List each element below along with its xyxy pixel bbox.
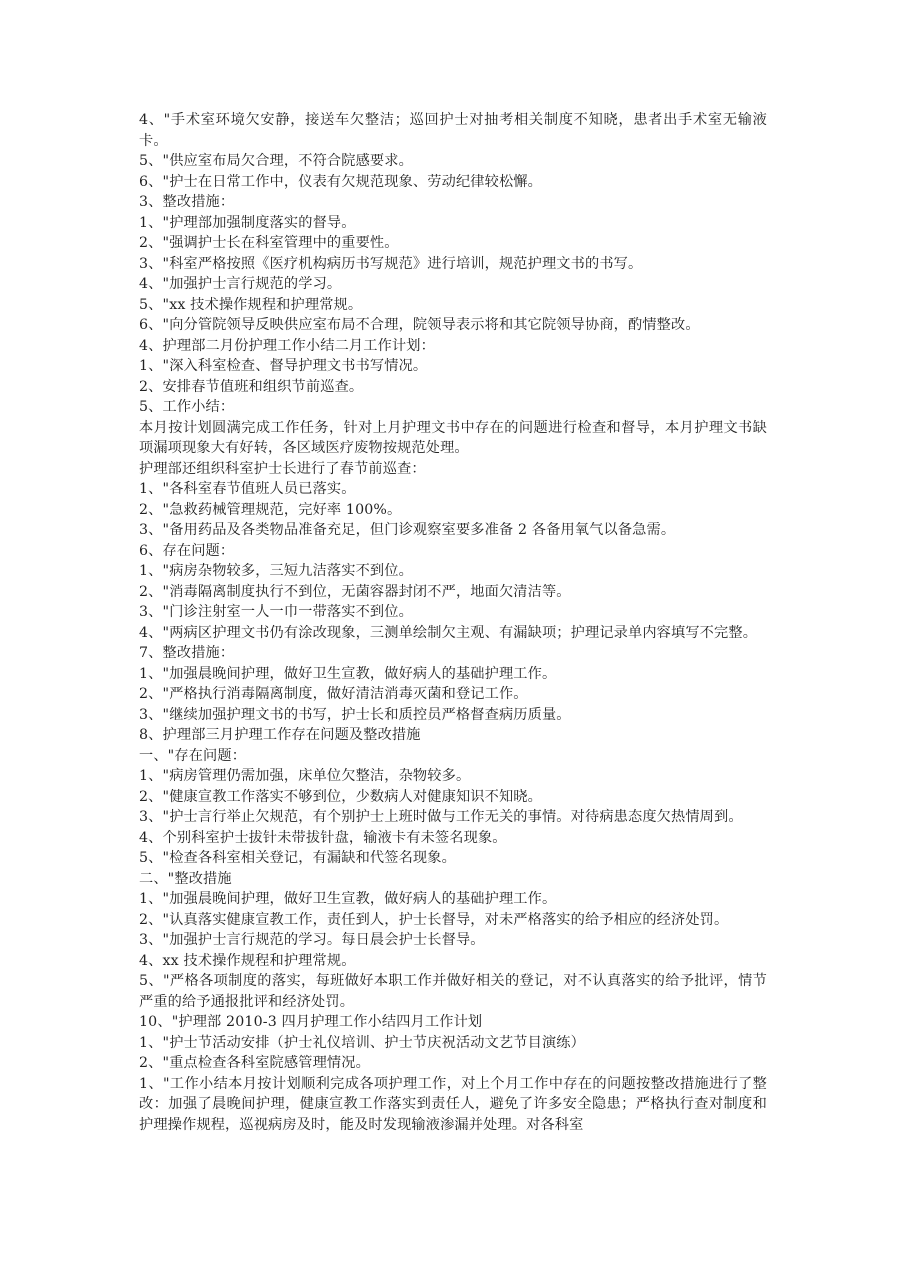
document-line: 6、存在问题： (139, 542, 235, 559)
document-line: 2、"认真落实健康宣教工作，责任到人，护士长督导，对未严格落实的给予相应的经济处罚。 (139, 911, 729, 928)
document-line: 2、"急救药械管理规范，完好率 100%。 (139, 501, 402, 518)
document-page (139, 110, 767, 1135)
document-line: 5、工作小结： (139, 399, 235, 415)
document-line: 本月按计划圆满完成工作任务，针对上月护理文书中存在的问题进行检查和督导，本月护理文书缺项漏项现象大有好转，各区域医疗废物按规范处理。 (139, 419, 767, 456)
document-line: 1、"加强晨晚间护理，做好卫生宣教，做好病人的基础护理工作。 (139, 891, 557, 907)
document-line: 2、"消毒隔离制度执行不到位，无菌容器封闭不严，地面欠清洁等。 (139, 583, 571, 600)
document-line: 3、"继续加强护理文书的书写，护士长和质控员严格督查病历质量。 (139, 706, 571, 723)
document-line: 1、"病房杂物较多，三短九洁落实不到位。 (139, 563, 413, 579)
document-line: 一、"存在问题： (139, 747, 247, 764)
document-line: 5、"xx 技术操作规程和护理常规。 (139, 296, 363, 313)
document-line: 1、"加强晨晚间护理，做好卫生宣教，做好病人的基础护理工作。 (139, 665, 557, 682)
document-line: 1、"病房管理仍需加强，床单位欠整洁，杂物较多。 (139, 768, 471, 784)
document-line: 4、护理部二月份护理工作小结二月工作计划： (139, 337, 435, 354)
document-line: 护理部还组织科室护士长进行了春节前巡查： (139, 460, 426, 477)
document-line: 5、"检查各科室相关登记，有漏缺和代签名现象。 (139, 850, 456, 866)
document-line: 2、"严格执行消毒隔离制度，做好清洁消毒灭菌和登记工作。 (139, 686, 528, 702)
document-line: 4、"加强护士言行规范的学习。 (139, 276, 342, 292)
document-line: 10、"护理部 2010-3 四月护理工作小结四月工作计划 (139, 1014, 483, 1030)
document-line: 2、安排春节值班和组织节前巡查。 (139, 378, 364, 395)
document-line: 3、"科室严格按照《医疗机构病历书写规范》进行培训，规范护理文书的书写。 (139, 255, 643, 272)
document-line: 1、"工作小结本月按计划顺利完成各项护理工作，对上个月工作中存在的问题按整改措施进行了整改：加强了晨晚间护理，健康宣教工作落实到责任人，避免了许多安全隐患；严格执行查对制度和护理操作规程，巡视病房及时，能及时发现输液渗漏并处理。对各科室 (139, 1075, 767, 1133)
document-line: 1、"护士节活动安排（护士礼仪培训、护士节庆祝活动文艺节目演练） (139, 1034, 585, 1051)
document-line: 4、xx 技术操作规程和护理常规。 (139, 952, 356, 969)
document-line: 8、护理部三月护理工作存在问题及整改措施 (139, 727, 421, 743)
document-line: 4、"手术室环境欠安静，接送车欠整洁；巡回护士对抽考相关制度不知晓，患者出手术室无输液卡。 (139, 112, 767, 149)
document-line: 7、整改措施： (139, 645, 235, 661)
document-line: 3、整改措施： (139, 194, 235, 210)
document-line: 6、"向分管院领导反映供应室布局不合理，院领导表示将和其它院领导协商，酌情整改。 (139, 317, 700, 333)
document-line: 6、"护士在日常工作中，仪表有欠规范现象、劳动纪律较松懈。 (139, 173, 542, 190)
document-line: 4、"两病区护理文书仍有涂改现象，三测单绘制欠主观、有漏缺项；护理记录单内容填写不完整。 (139, 624, 758, 641)
document-line: 3、"门诊注射室一人一巾一带落实不到位。 (139, 604, 413, 620)
document-line: 5、"供应室布局欠合理，不符合院感要求。 (139, 153, 413, 169)
document-line: 1、"深入科室检查、督导护理文书书写情况。 (139, 358, 428, 374)
document-line: 3、"备用药品及各类物品准备充足，但门诊观察室要多准备 2 各备用氧气以备急需。 (139, 522, 676, 538)
document-line: 3、"护士言行举止欠规范，有个别护士上班时做与工作无关的事情。对待病患态度欠热情周到。 (139, 809, 743, 825)
document-line: 2、"重点检查各科室院感管理情况。 (139, 1055, 370, 1071)
document-line: 二、"整改措施 (139, 870, 232, 887)
document-line: 1、"护理部加强制度落实的督导。 (139, 214, 356, 231)
document-line: 5、"严格各项制度的落实，每班做好本职工作并做好相关的登记，对不认真落实的给予批评，情节严重的给予通报批评和经济处罚。 (139, 973, 767, 1010)
document-line: 1、"各科室春节值班人员已落实。 (139, 481, 356, 497)
document-line: 2、"健康宣教工作落实不够到位，少数病人对健康知识不知晓。 (139, 788, 542, 805)
document-line: 4、个别科室护士拔针未带拔针盘，输液卡有未签名现象。 (139, 829, 507, 846)
document-line: 3、"加强护士言行规范的学习。每日晨会护士长督导。 (139, 932, 485, 948)
document-line: 2、"强调护士长在科室管理中的重要性。 (139, 235, 399, 251)
